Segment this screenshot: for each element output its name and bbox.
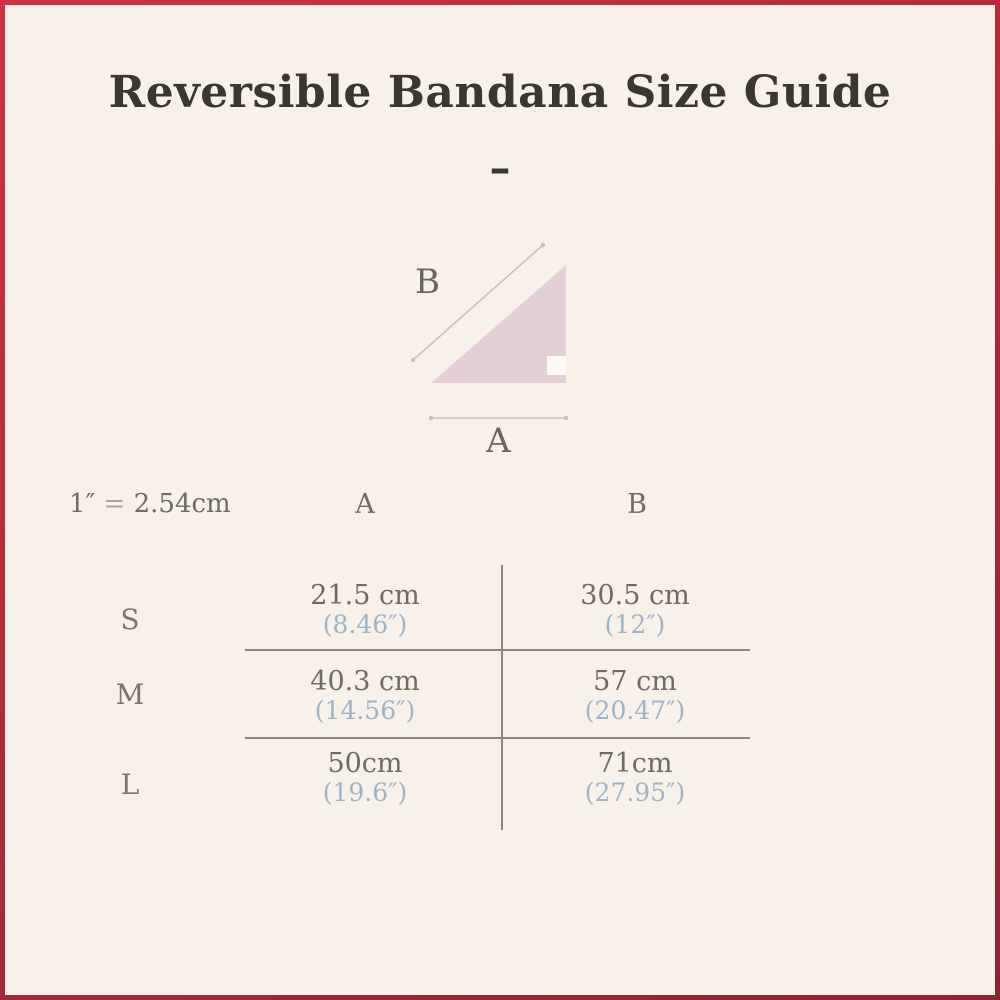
table-horizontal-divider-1	[245, 649, 750, 651]
side-a-line-end-dot	[429, 416, 433, 420]
side-b-line-end-dot	[411, 358, 415, 362]
side-b-line-end-dot	[541, 243, 545, 247]
side-a-line-end-dot	[564, 416, 568, 420]
conversion-cm-value: 2.54cm	[133, 489, 231, 519]
cm-value: 71cm	[597, 748, 673, 779]
table-cell-l-a	[265, 749, 465, 807]
right-angle-marker	[547, 356, 566, 375]
conversion-inch-value: 1″	[69, 489, 96, 519]
conversion-equals-sign	[95, 489, 103, 519]
column-header-a: A	[355, 489, 375, 520]
inch-value: (8.46″)	[322, 610, 408, 639]
table-cell-l-b	[535, 749, 735, 807]
inch-value: (20.47″)	[584, 696, 686, 725]
cm-value: 30.5 cm	[580, 580, 690, 611]
inch-value: (19.6″)	[322, 778, 408, 807]
cm-value: 50cm	[327, 748, 403, 779]
cm-value: 57 cm	[593, 666, 677, 697]
side-b-label: B	[415, 262, 440, 302]
table-cell-s-a	[265, 581, 465, 639]
bandana-triangle-shape	[431, 265, 566, 383]
conversion-spacer	[125, 489, 133, 519]
title-divider-dash: –	[489, 143, 511, 192]
table-horizontal-divider-2	[245, 737, 750, 739]
inch-value: (27.95″)	[584, 778, 686, 807]
inch-value: (14.56″)	[314, 696, 416, 725]
conversion-equals: =	[103, 489, 126, 519]
column-header-b: B	[627, 489, 647, 520]
cm-value: 21.5 cm	[310, 580, 420, 611]
conversion-note	[69, 489, 231, 519]
row-label-size-l: L	[120, 768, 140, 801]
table-vertical-divider	[501, 565, 503, 830]
page-title: Reversible Bandana Size Guide	[108, 67, 892, 118]
row-label-size-s: S	[120, 603, 140, 636]
table-cell-m-a	[265, 667, 465, 725]
size-guide-canvas	[5, 5, 995, 995]
row-label-size-m: M	[115, 678, 145, 711]
table-cell-s-b	[535, 581, 735, 639]
bandana-triangle-diagram	[401, 231, 601, 456]
table-cell-m-b	[535, 667, 735, 725]
cm-value: 40.3 cm	[310, 666, 420, 697]
side-a-label: A	[486, 421, 511, 456]
inch-value: (12″)	[604, 610, 666, 639]
